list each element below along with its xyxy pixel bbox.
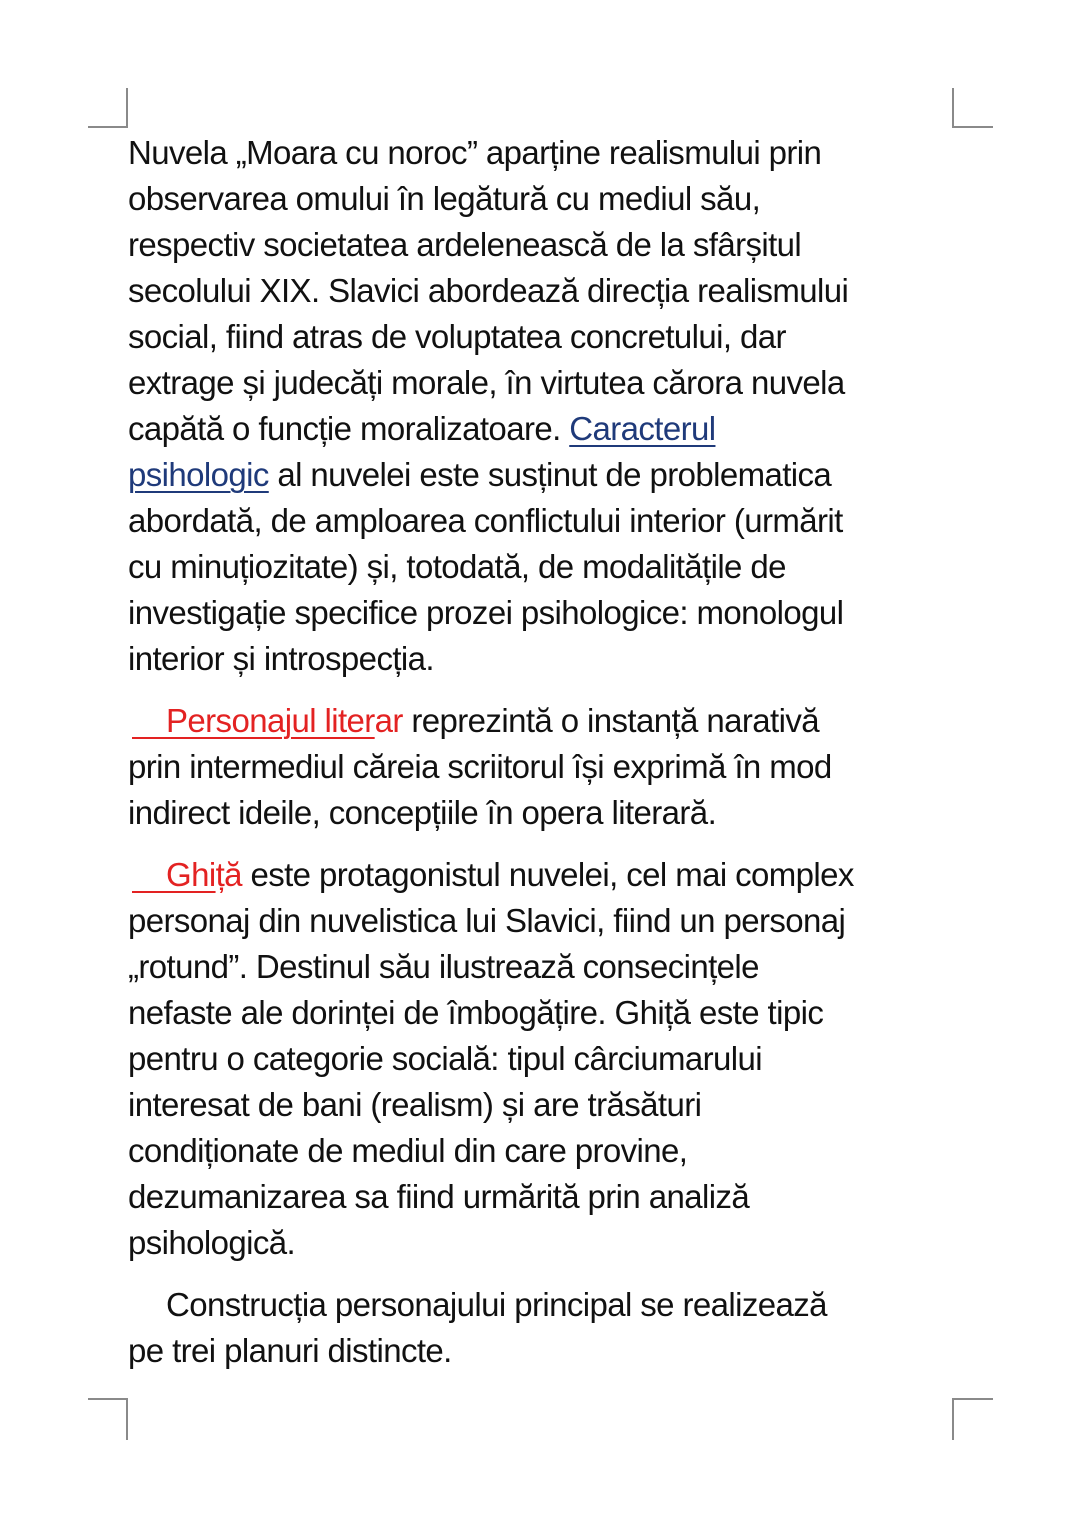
text-run: reprezintă o instanță narativă (402, 702, 819, 739)
text-line (128, 852, 958, 898)
paragraph (128, 852, 958, 1266)
crop-mark-bottom-right-vertical (952, 1398, 954, 1440)
text-run: investigație specifice prozei psihologice: monologul (128, 594, 844, 631)
text-run: este protagonistul nuvelei, cel mai complex (241, 856, 854, 893)
crop-mark-top-left-horizontal (88, 126, 128, 128)
paragraph-indent-underline (132, 707, 166, 739)
text-run: condiționate de mediul din care provine, (128, 1132, 688, 1169)
text-line (128, 1282, 958, 1328)
text-run: Nuvela „Moara cu noroc” aparține realismului prin (128, 134, 822, 171)
text-line (128, 944, 958, 990)
text-run: indirect ideile, concepțiile în opera literară. (128, 794, 717, 831)
text-run: interior și introspecția. (128, 640, 434, 677)
text-line (128, 498, 958, 544)
text-line (128, 544, 958, 590)
hyperlink-text[interactable]: Caracterul (569, 410, 716, 447)
text-run: dezumanizarea sa fiind urmărită prin analiză (128, 1178, 750, 1215)
text-line (128, 1220, 958, 1266)
text-run: pe trei planuri distincte. (128, 1332, 452, 1369)
crop-mark-bottom-right-horizontal (952, 1398, 993, 1400)
hyperlink-text[interactable]: psihologic (128, 456, 269, 493)
text-line (128, 1328, 958, 1374)
document-body (128, 130, 958, 1374)
text-line (128, 1128, 958, 1174)
text-run: psihologică. (128, 1224, 296, 1261)
text-run: „rotund”. Destinul său ilustrează consecințele (128, 948, 759, 985)
text-line (128, 636, 958, 682)
text-line (128, 1174, 958, 1220)
crop-mark-bottom-left-vertical (126, 1398, 128, 1440)
paragraph (128, 1282, 958, 1374)
text-run: secolului XIX. Slavici abordează direcția realismului (128, 272, 849, 309)
text-run: social, fiind atras de voluptatea concretului, dar (128, 318, 786, 355)
paragraph (128, 130, 958, 682)
text-line (128, 1036, 958, 1082)
text-line (128, 898, 958, 944)
highlighted-term: ar (374, 702, 403, 739)
crop-mark-top-right-horizontal (952, 126, 993, 128)
crop-mark-bottom-left-horizontal (88, 1398, 128, 1400)
text-line (128, 222, 958, 268)
text-run: respectiv societatea ardelenească de la sfârșitul (128, 226, 802, 263)
paragraph (128, 698, 958, 836)
highlighted-term: Ghi (166, 856, 216, 893)
text-line (128, 590, 958, 636)
text-run: interesat de bani (realism) și are trăsături (128, 1086, 702, 1123)
text-line (128, 360, 958, 406)
text-run: nefaste ale dorinței de îmbogățire. Ghiță este tipic (128, 994, 824, 1031)
text-line (128, 1082, 958, 1128)
text-run: Construcția personajului principal se realizează (166, 1286, 827, 1323)
text-run: cu minuțiozitate) și, totodată, de modalitățile de (128, 548, 786, 585)
text-run: personaj din nuvelistica lui Slavici, fiind un personaj (128, 902, 846, 939)
text-line (128, 790, 958, 836)
text-line (128, 406, 958, 452)
text-run: observarea omului în legătură cu mediul său, (128, 180, 761, 217)
highlighted-term: Personajul liter (166, 702, 375, 739)
highlighted-term: ță (215, 856, 242, 893)
text-run: capătă o funcție moralizatoare. (128, 410, 570, 447)
text-line (128, 990, 958, 1036)
text-run: prin intermediul căreia scriitorul își exprimă în mod (128, 748, 832, 785)
text-run: pentru o categorie socială: tipul cârciumarului (128, 1040, 762, 1077)
crop-mark-top-left-vertical (126, 88, 128, 128)
text-line (128, 314, 958, 360)
text-line (128, 698, 958, 744)
text-run: al nuvelei este susținut de problematica (268, 456, 832, 493)
text-line (128, 130, 958, 176)
text-line (128, 744, 958, 790)
text-line (128, 268, 958, 314)
text-run: abordată, de amploarea conflictului interior (urmărit (128, 502, 843, 539)
crop-mark-top-right-vertical (952, 88, 954, 128)
text-line (128, 452, 958, 498)
text-line (128, 176, 958, 222)
paragraph-indent-underline (132, 861, 166, 893)
text-run: extrage și judecăți morale, în virtutea cărora nuvela (128, 364, 845, 401)
